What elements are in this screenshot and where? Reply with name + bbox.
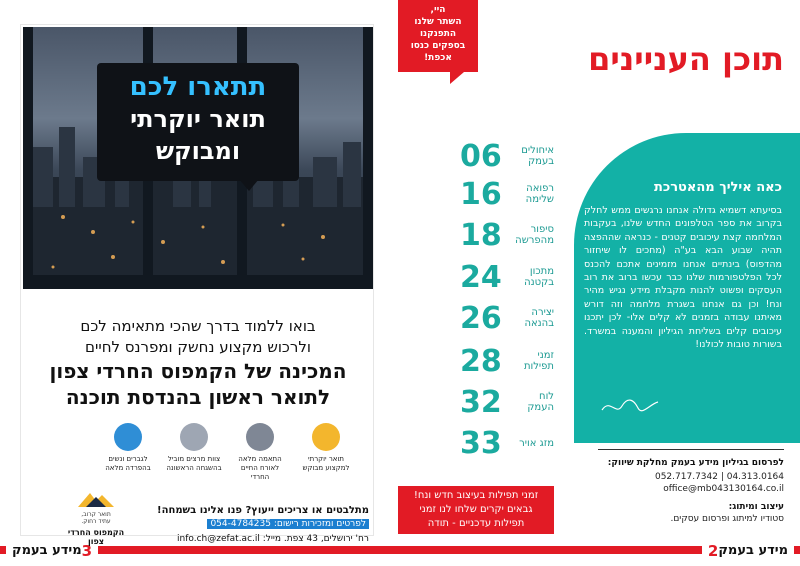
toc-page-number: 18 — [460, 217, 502, 253]
ad-headline-line-2: תואר יוקרתי — [130, 105, 266, 133]
graduation-cap-icon — [312, 423, 340, 451]
page-title: תוכן העניינים — [588, 40, 784, 78]
campus-tagline-1: תואר קרוב, — [81, 511, 111, 518]
toc-label: מתכון בקטנה — [524, 266, 554, 288]
credits-design-text: סטודיו למיתוג ופרסום עסקים. — [670, 514, 784, 524]
ad-subtitle-line-1: בואו ללמוד בדרך שהכי מתאימה לכם — [80, 317, 316, 335]
ad-feature-caption: צוות מרצים מוביל בהשגחה הראשונה — [166, 455, 222, 472]
sticker-line: אכפת! — [424, 53, 452, 63]
page-number-right: 2 — [707, 541, 719, 560]
ad-subtitle-line-2: ולרכוש מקצוע נחשק ומפרנס לחיים — [85, 338, 311, 356]
sticker-note — [398, 0, 478, 72]
prayer-times-promo — [398, 486, 554, 534]
signature-icon — [600, 394, 660, 418]
toc-label: יצירה בהנאה — [524, 307, 554, 329]
ad-feature-lecturers — [165, 423, 223, 473]
campus-logo — [61, 491, 131, 546]
lecturer-icon — [180, 423, 208, 451]
ad-contact-address[interactable]: רח' ירושלים, 43 צפת. מייל: info.ch@zefat.ac.il — [176, 534, 369, 544]
ad-feature-caption: התאמה מלאה לאורח החיים החרדי — [238, 455, 282, 481]
ad-feature-prestige — [297, 423, 355, 473]
toc-item[interactable] — [456, 423, 554, 463]
sticker-line: בספקים כנסו — [410, 41, 466, 51]
footer-brand-left: מידע בעמק — [12, 543, 82, 558]
ad-main-line-1: המכינה של הקמפוס החרדי צפון — [49, 359, 347, 383]
toc-label: זמני תפילות — [523, 350, 554, 372]
ad-feature-caption: לגברים ונשים בהפרדה מלאה — [105, 455, 151, 472]
ad-feature-separation — [99, 423, 157, 473]
bottom-rule — [0, 546, 800, 554]
toc-label: איחולים בעמק — [521, 145, 554, 167]
building-icon — [246, 423, 274, 451]
ad-poster[interactable] — [20, 24, 374, 546]
promo-line: תפילות עדכניים - תודה — [427, 518, 525, 529]
sticker-line: התפנקנו — [419, 29, 457, 39]
ad-contact-phone-text[interactable]: לפרטים ומזכירות רישום: 054-4784235 — [207, 519, 369, 529]
sticker-line: היי, — [430, 5, 446, 15]
toc-page-number: 16 — [460, 176, 502, 212]
toc-item[interactable] — [456, 174, 554, 214]
toc-label: לוח העמק — [527, 391, 554, 413]
editorial-title: כאה איליך מהאטרכת — [653, 180, 782, 195]
ad-contact-phone[interactable] — [139, 519, 369, 529]
campus-name: הקמפוס החרדי צפון — [67, 528, 125, 546]
ad-contact-title: מתלבטים או צריכים ייעוץ? פנו אלינו בשמחה! — [157, 505, 369, 516]
ad-headline-line-1: תתארו לכם — [129, 72, 267, 102]
footer-brand-right: מידע בעמק — [718, 543, 788, 558]
toc-page-number: 26 — [460, 300, 502, 336]
toc-item[interactable] — [456, 382, 554, 422]
promo-line: זמני תפילות בעיצוב חדש ונח! — [413, 490, 539, 501]
footer-logo-right — [702, 541, 794, 560]
campus-tagline-2: עתיד רחוק. — [81, 518, 111, 525]
people-icon — [114, 423, 142, 451]
editorial-body: בסיעתא דשמיא גדולה אנחנו נרגשים ממש לחלק בקרוב את ספר הטלפונים החדש שלנו, בעקבות המלחמה קצת עיכובים קטנים - כנראה שההפצה תהיה שבוע הבא בע"ה (מחכים לו שיחזור מהדפוס) בינתיים אנחנו מזמינים אתכם להכנס לכל הפלטפורמות שלנו כבר עכשו ברוב את רוב העסקים ופשוט להנות מקבלת מידע נגיש מהיר ונח! וכן גם אנחנו בשגרת מלחמה וזה דורש מאיתנו עבודה בזמנים לא קלים אלו- לכן יתכנו עיכובים קלים בשליחת הגיליון והמענה במשרד. בשורות טובות לכולנו! — [584, 205, 782, 351]
toc-item[interactable] — [456, 136, 554, 176]
credits-ads-phones[interactable]: 04.313.0164 | 052.717.7342 — [654, 472, 784, 482]
toc-item[interactable] — [456, 298, 554, 338]
sticker-line: השתר שלנו — [414, 17, 462, 27]
credits-design-title: עיצוב ומיתוג: — [728, 502, 784, 512]
credits-ads-title: לפרסום בגיליון מידע בעמק מחלקת שיווק: — [607, 458, 784, 468]
toc-label: מזג אויר — [519, 437, 554, 449]
ad-headline-line-3: ומבוקש — [155, 137, 241, 165]
toc-page-number: 28 — [460, 343, 502, 379]
promo-line: גבאים יקרים שלחו לנו זמני — [419, 504, 533, 515]
toc-page-number: 06 — [460, 138, 502, 174]
toc-page-number: 32 — [460, 384, 502, 420]
toc-label: סיפור מהפרשה — [515, 224, 554, 246]
page-number-left: 3 — [81, 541, 93, 560]
toc-label: רפואה שלימה — [525, 183, 554, 205]
toc-item[interactable] — [456, 215, 554, 255]
ad-headline-box — [97, 63, 299, 181]
ad-feature-lifestyle — [231, 423, 289, 482]
toc-page-number: 33 — [460, 425, 502, 461]
toc-page-number: 24 — [460, 259, 502, 295]
campus-logo-icon — [76, 491, 116, 507]
credits-divider — [598, 449, 784, 450]
credits-ads-email[interactable]: office@mb043130164.co.il — [663, 484, 784, 494]
ad-feature-caption: תואר יוקרתי למקצוע מבוקש — [302, 455, 350, 472]
ad-main-line-2: לתואר ראשון בהנדסת תוכנה — [65, 385, 331, 409]
toc-item[interactable] — [456, 257, 554, 297]
toc-item[interactable] — [456, 341, 554, 381]
